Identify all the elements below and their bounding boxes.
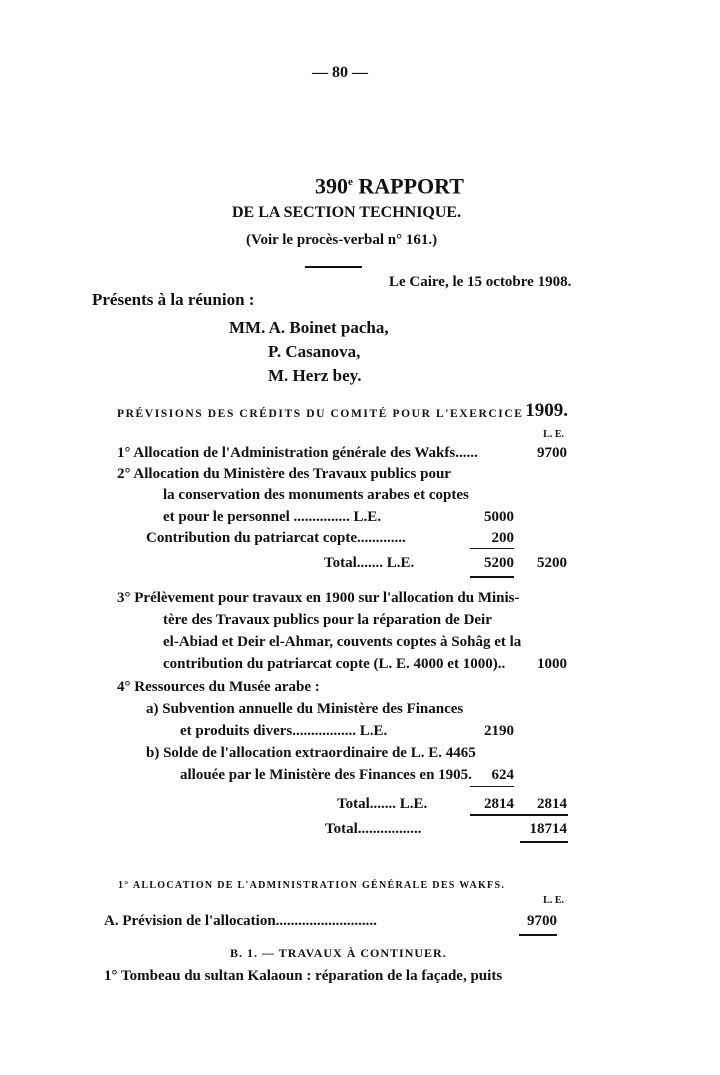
section1-heading: 1° ALLOCATION DE L'ADMINISTRATION GÉNÉRALE DES WAKFS. (118, 880, 506, 891)
item4-subtotal: 2814 (484, 796, 514, 812)
item2-line: Contribution du patriarcat copte............. (146, 530, 406, 546)
item2-rule (470, 548, 514, 549)
item4-total-rule (470, 814, 568, 816)
item4-b: b) Solde de l'allocation extraordinaire de L. E. 4465 (146, 745, 476, 761)
item3-total: 1000 (537, 656, 567, 672)
item2-total-label: Total....... L.E. (324, 555, 415, 571)
dateline: Le Caire, le 15 octobre 1908. (389, 274, 572, 290)
attendee: P. Casanova, (268, 342, 361, 361)
item2-line: la conservation des monuments arabes et coptes (163, 487, 469, 503)
budget-currency: L. E. (543, 429, 564, 440)
grand-total-label: Total................. (325, 821, 422, 837)
report-reference: (Voir le procès-verbal n° 161.) (246, 232, 438, 248)
item2-subtotal: 5200 (484, 555, 514, 571)
report-number-sup: e (348, 176, 353, 188)
item2-line3-amount: 5000 (484, 509, 514, 525)
item3-line: tère des Travaux publics pour la réparation de Deir (163, 612, 492, 628)
section1-subheading: B. 1. — TRAVAUX À CONTINUER. (230, 946, 447, 960)
item3-line: el-Abiad et Deir el-Ahmar, couvents coptes à Sohâg et la (163, 634, 522, 650)
section1-line-1: 1° Tombeau du sultan Kalaoun : réparation de la façade, puits (104, 968, 503, 984)
grand-total-rule (520, 841, 568, 843)
report-subtitle: DE LA SECTION TECHNIQUE. (232, 204, 462, 221)
attendee: MM. A. Boinet pacha, (229, 318, 389, 337)
item2-total: 5200 (537, 555, 567, 571)
report-title (315, 170, 464, 198)
item4-a: a) Subvention annuelle du Ministère des Finances (146, 701, 464, 717)
item3-line: contribution du patriarcat copte (L. E. 4000 et 1000).. (163, 656, 506, 672)
grand-total: 18714 (529, 821, 567, 837)
section1-line-a: A. Prévision de l'allocation........................... (104, 913, 377, 929)
item4-total-label: Total....... L.E. (337, 796, 428, 812)
report-number: 390 (315, 173, 348, 199)
item1-total: 9700 (537, 445, 567, 461)
item1-text: 1° Allocation de l'Administration générale des Wakfs...... (117, 445, 478, 461)
item4-rule (470, 786, 514, 787)
attendee: M. Herz bey. (268, 366, 362, 385)
item2-line4-amount: 200 (491, 530, 514, 546)
budget-heading: PRÉVISIONS DES CRÉDITS DU COMITÉ POUR L'EXERCICE (117, 408, 524, 420)
item2-line: et pour le personnel ............... L.E. (163, 509, 382, 525)
title-rule (305, 266, 362, 268)
item2-total-rule (470, 576, 514, 578)
page-number: — 80 — (312, 64, 368, 81)
item4-total: 2814 (537, 796, 567, 812)
item4-b: allouée par le Ministère des Finances en 1905. (180, 767, 472, 783)
section1-rule (519, 934, 557, 936)
item3-line: 3° Prélèvement pour travaux en 1900 sur l'allocation du Minis- (117, 590, 520, 606)
section1-line-a-amount: 9700 (527, 913, 557, 929)
item4-b-amount: 624 (491, 767, 514, 783)
item4-a-amount: 2190 (484, 723, 514, 739)
section1-currency: L. E. (543, 895, 564, 906)
item4-a: et produits divers................. L.E. (180, 723, 388, 739)
presents-label: Présents à la réunion : (92, 290, 255, 309)
budget-year: 1909. (525, 400, 568, 421)
item4-line: 4° Ressources du Musée arabe : (117, 679, 320, 695)
report-label: RAPPORT (358, 173, 464, 199)
item2-line: 2° Allocation du Ministère des Travaux publics pour (117, 466, 451, 482)
